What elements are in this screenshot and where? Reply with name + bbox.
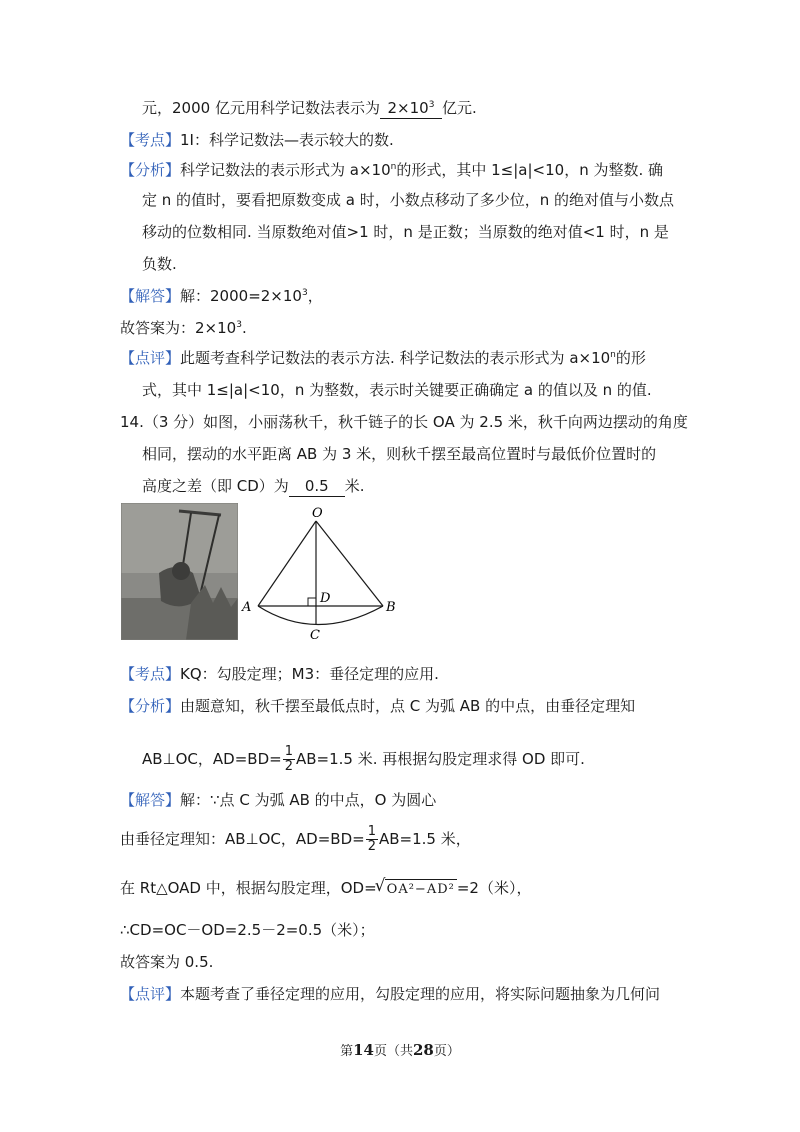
text-line: 相同，摆动的水平距离 AB 为 3 米，则秋千摆至最高位置时与最低价位置时的	[142, 445, 657, 463]
label-b: B	[386, 600, 396, 615]
label-a: A	[242, 600, 252, 615]
text-line: 移动的位数相同. 当原数绝对值>1 时，n 是正数；当原数的绝对值<1 时，n 是	[142, 223, 669, 241]
question-14: 14.（3 分）如图，小丽荡秋千，秋千链子的长 OA 为 2.5 米，秋千向两边摆动的角度	[120, 413, 688, 431]
fenxi-section: 【分析】科学记数法的表示形式为 $a\times 10^n$的形式，其中 1≤|a|<10，n 为整数. 确	[120, 161, 664, 179]
fenxi-section: 【分析】由题意知，秋千摆至最低点时，点 C 为弧 AB 的中点，由垂径定理知	[120, 697, 636, 715]
text-line: 元，2000 亿元用科学记数法表示为 $2\times 10^3$ 亿元.	[142, 99, 477, 117]
page-footer: 第14页（共28页）	[340, 1041, 460, 1059]
jieda-section: 【解答】解：∵点 C 为弧 AB 的中点，O 为圆心	[120, 791, 437, 809]
label-o: O	[312, 506, 323, 521]
answer-line: 故答案为 0.5.	[120, 953, 214, 971]
solution-step: 在 Rt△OAD 中，根据勾股定理，OD=√ OA²−AD² =2（米），	[120, 878, 531, 900]
section-tag: 【分析】	[120, 697, 181, 715]
kaodian-section: 【考点】KQ：勾股定理；M3：垂径定理的应用.	[120, 665, 439, 683]
kaodian-section: 【考点】1I：科学记数法—表示较大的数.	[120, 131, 394, 149]
swing-photo	[121, 503, 238, 640]
text-line: AB⊥OC，AD=BD= $\frac{1}{2}$ AB=1.5 米. 再根据勾股定理求得 OD 即可.	[142, 744, 585, 774]
text-line: 式，其中 1≤|a|<10，n 为整数，表示时关键要正确确定 a 的值以及 n 的值.	[142, 381, 652, 399]
dianping-section: 【点评】此题考查科学记数法的表示方法. 科学记数法的表示形式为 $a\times 10^n$的形	[120, 349, 646, 367]
section-tag: 【解答】	[120, 791, 181, 809]
section-tag: 【分析】	[120, 161, 181, 179]
section-tag: 【考点】	[120, 131, 181, 149]
dianping-section: 【点评】本题考查了垂径定理的应用，勾股定理的应用，将实际问题抽象为几何问	[120, 985, 661, 1003]
text-line: 负数.	[142, 255, 177, 273]
fraction: $\frac{1}{2}$	[367, 824, 376, 854]
section-tag: 【解答】	[120, 287, 181, 305]
jieda-section: 【解答】解：$2000=2\times 10^3$，	[120, 287, 323, 305]
square-root: √ OA²−AD²	[385, 879, 457, 900]
text-line: 高度之差（即 CD）为 0.5 米.	[142, 477, 365, 495]
solution-step: ∴CD=OC－OD=2.5－2=0.5（米）；	[120, 921, 375, 939]
answer-blank: $2\times 10^3$	[380, 98, 442, 119]
section-tag: 【点评】	[120, 985, 181, 1003]
text-line: 定 n 的值时，要看把原数变成 a 时，小数点移动了多少位，n 的绝对值与小数点	[142, 191, 675, 209]
label-c: C	[310, 628, 320, 643]
section-tag: 【点评】	[120, 349, 181, 367]
label-d: D	[320, 591, 331, 606]
geometry-diagram	[240, 503, 400, 645]
fraction: $\frac{1}{2}$	[284, 744, 293, 774]
solution-step: 由垂径定理知：AB⊥OC，AD=BD= $\frac{1}{2}$ AB=1.5 米，	[120, 824, 471, 854]
answer-line: 故答案为：$2\times 10^3$.	[120, 319, 247, 337]
answer-blank: 0.5	[289, 476, 345, 497]
section-tag: 【考点】	[120, 665, 181, 683]
